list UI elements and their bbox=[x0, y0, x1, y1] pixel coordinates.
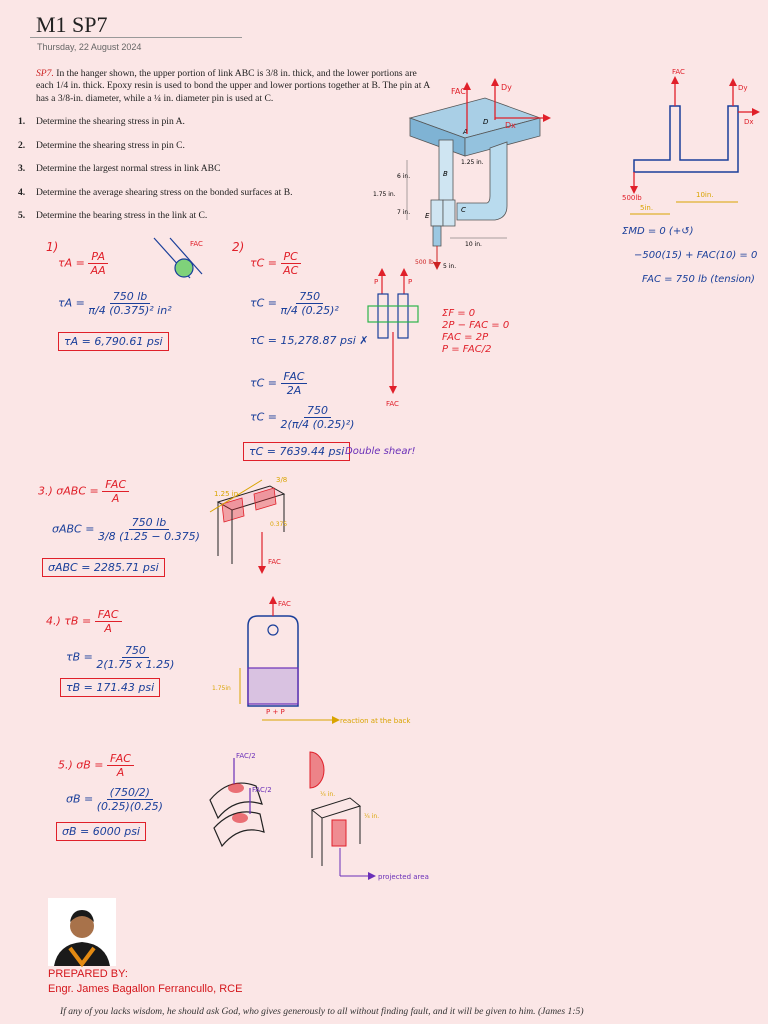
fbd-dy: Dy bbox=[738, 84, 748, 92]
sol3-width: 1.25 in bbox=[214, 490, 239, 498]
dim-1-25: 1.25 in. bbox=[461, 159, 484, 166]
label-D: D bbox=[483, 118, 489, 126]
sol2-fraction2 bbox=[281, 370, 308, 397]
question-item bbox=[18, 210, 348, 221]
sol4-den: A bbox=[104, 622, 112, 635]
problem-tag: SP7. bbox=[36, 68, 54, 79]
sol2-equilibrium bbox=[442, 308, 509, 356]
sol5-substitution bbox=[66, 786, 163, 813]
sol3-thickness: 3/8 bbox=[276, 476, 288, 484]
fac-label-figure: FAC bbox=[451, 87, 466, 96]
sol2-den: AC bbox=[283, 264, 299, 277]
page-title: M1 SP7 bbox=[36, 12, 108, 37]
hanger-figure bbox=[373, 78, 555, 278]
sol1-number: 1) bbox=[46, 240, 59, 254]
sol5-lhs2: σB = bbox=[66, 792, 94, 806]
question-item bbox=[18, 187, 348, 198]
sol3-number: 3.) bbox=[38, 484, 53, 498]
sol2-sub-num: 750 bbox=[296, 290, 323, 304]
dim-6: 6 in. bbox=[397, 173, 411, 180]
sol4-height: 1.75in bbox=[212, 685, 231, 692]
sol1-sub-den: π/4 (0.375)² in² bbox=[88, 304, 172, 317]
sol3-fraction bbox=[102, 478, 129, 505]
sol4-lhs2: τB = bbox=[66, 650, 93, 664]
fbd-span-10: 10in. bbox=[696, 191, 714, 199]
sol4-number: 4.) bbox=[46, 614, 61, 628]
sol5-den: A bbox=[116, 766, 125, 779]
dim-1-75: 1.75 in. bbox=[373, 191, 396, 198]
question-number: 5. bbox=[18, 210, 26, 222]
sol2-sub-den: π/4 (0.25)² bbox=[280, 304, 339, 317]
problem-text: In the hanger shown, the upper portion of link ABC is 3/8 in. thick, and the lower portions are each 1/4 in. thick. Epoxy resin is used to bond the upper and lower portions together at B. The pin at A has a 3/8-in. diameter, while a ¼ in. diameter pin is used at C. bbox=[36, 68, 430, 104]
sol2-number: 2) bbox=[232, 240, 245, 254]
bearing-sketch bbox=[200, 748, 440, 888]
sol4-note: reaction at the back bbox=[340, 717, 411, 725]
pin-a-sketch bbox=[150, 234, 210, 284]
fbd-fac: FAC bbox=[672, 68, 685, 76]
sol2-lhs3: τC = bbox=[250, 376, 278, 390]
question-number: 3. bbox=[18, 163, 26, 175]
sol2-fac: FAC bbox=[386, 400, 399, 408]
sol3-formula bbox=[38, 478, 129, 505]
sol2-note: Double shear! bbox=[345, 446, 416, 457]
sol4-answer: τB = 171.43 psi bbox=[60, 678, 160, 697]
sol5-thickness: ¼ in. bbox=[364, 813, 380, 820]
author-photo bbox=[48, 898, 116, 966]
sol2-eq-2: FAC = 2P bbox=[442, 332, 489, 343]
pin-c-sketch bbox=[360, 262, 430, 412]
sol4-substitution bbox=[66, 644, 174, 671]
sol2-num3: 750 bbox=[304, 404, 331, 418]
sol1-answer: τA = 6,790.61 psi bbox=[58, 332, 169, 351]
question-text: Determine the shearing stress in pin A. bbox=[36, 116, 185, 127]
sol4-num: FAC bbox=[95, 608, 122, 622]
author-name: Engr. James Bagallon Ferrancullo, RCE bbox=[48, 983, 243, 995]
question-number: 1. bbox=[18, 116, 26, 127]
sol2-p-left: P bbox=[374, 278, 379, 286]
sol2-lhs2: τC = bbox=[250, 296, 278, 310]
sol5-lhs: σB = bbox=[76, 758, 104, 772]
sol3-den: A bbox=[111, 492, 120, 505]
sol2-fraction bbox=[281, 250, 301, 277]
question-text: Determine the average shearing stress on the bonded surfaces at B. bbox=[36, 186, 293, 198]
label-E: E bbox=[425, 212, 430, 220]
sol3-sub-fraction bbox=[98, 516, 200, 543]
free-body-diagram bbox=[620, 62, 768, 222]
dim-7: 7 in. bbox=[397, 209, 411, 216]
sol2-double-shear-formula bbox=[250, 370, 307, 397]
dx-label-figure: Dx bbox=[505, 121, 516, 130]
sol2-substitution bbox=[250, 290, 339, 317]
sol4-lhs: τB = bbox=[64, 614, 92, 628]
dim-10: 10 in. bbox=[465, 241, 482, 248]
prepared-by-label: PREPARED BY: bbox=[48, 968, 128, 980]
bond-section-sketch bbox=[210, 596, 450, 726]
question-item bbox=[18, 116, 348, 127]
problem-statement bbox=[36, 68, 434, 105]
question-number: 2. bbox=[18, 139, 26, 151]
sol5-fac2-bottom: FAC/2 bbox=[252, 786, 272, 794]
sol1-lhs: τA = bbox=[58, 256, 85, 270]
question-list bbox=[18, 116, 348, 234]
sol1-lhs2: τA = bbox=[58, 296, 85, 310]
fbd-span-5: 5in. bbox=[640, 204, 654, 212]
label-C: C bbox=[461, 206, 466, 214]
dim-load: 500 lb bbox=[415, 259, 434, 266]
question-item bbox=[18, 163, 348, 174]
sol2-den3: 2(π/4 (0.25)²) bbox=[280, 418, 355, 431]
fbd-eq-result: FAC = 750 lb (tension) bbox=[642, 274, 755, 285]
sol4-sub-fraction bbox=[96, 644, 174, 671]
sol4-fac: FAC bbox=[278, 600, 291, 608]
sol2-eq-1: 2P − FAC = 0 bbox=[442, 320, 510, 331]
sol2-fraction3 bbox=[281, 404, 355, 431]
sol2-eq-0: ΣF = 0 bbox=[442, 308, 476, 319]
sol1-den: AA bbox=[90, 264, 106, 277]
question-number: 4. bbox=[18, 186, 26, 198]
footer-quote: If any of you lacks wisdom, he should ask God, who gives generously to all without finding fault, and it will be given to him. (James 1:5) bbox=[60, 1006, 584, 1017]
fbd-eq-sum: −500(15) + FAC(10) = 0 bbox=[634, 250, 758, 261]
sol1-substitution bbox=[58, 290, 172, 317]
sol5-sub-fraction bbox=[97, 786, 163, 813]
page-date: Thursday, 22 August 2024 bbox=[37, 42, 142, 52]
sol2-lhs: τC = bbox=[250, 256, 278, 270]
question-text: Determine the shearing stress in pin C. bbox=[36, 139, 185, 151]
fbd-dx: Dx bbox=[744, 118, 754, 126]
sol3-sub-den: 3/8 (1.25 − 0.375) bbox=[97, 530, 200, 543]
sol5-diameter: ¼ in. bbox=[320, 791, 336, 798]
sol1-fraction bbox=[88, 250, 108, 277]
sol2-sub-fraction bbox=[281, 290, 339, 317]
link-section-sketch bbox=[200, 472, 300, 582]
sol2-eq-3: P = FAC/2 bbox=[442, 344, 492, 355]
label-A: A bbox=[463, 128, 468, 136]
title-divider bbox=[30, 37, 242, 38]
sol4-fraction bbox=[95, 608, 122, 635]
sol3-sub-num: 750 lb bbox=[129, 516, 170, 530]
sol2-den2: 2A bbox=[286, 384, 302, 397]
sol4-sub-num: 750 bbox=[122, 644, 149, 658]
sol3-num: FAC bbox=[102, 478, 129, 492]
sol5-sub-den: (0.25)(0.25) bbox=[96, 800, 163, 813]
sol1-num: PA bbox=[88, 250, 108, 264]
sol2-answer: τC = 7639.44 psi bbox=[243, 442, 350, 461]
question-item bbox=[18, 140, 348, 151]
sol1-fac: FAC bbox=[190, 240, 203, 248]
sol3-substitution bbox=[52, 516, 200, 543]
sol4-sub-den: 2(1.75 x 1.25) bbox=[96, 658, 175, 671]
fbd-eq-moment: ΣMD = 0 (+↺) bbox=[622, 226, 694, 237]
question-text: Determine the bearing stress in the link at C. bbox=[36, 210, 208, 222]
sol4-pp: P + P bbox=[266, 708, 285, 716]
dy-label-figure: Dy bbox=[501, 83, 512, 92]
sol4-formula bbox=[46, 608, 122, 635]
sol1-sub-num: 750 lb bbox=[110, 290, 151, 304]
sol5-answer: σB = 6000 psi bbox=[56, 822, 146, 841]
sol5-note: projected area bbox=[378, 873, 429, 881]
sol2-double-shear-sub bbox=[250, 404, 354, 431]
sol1-sub-fraction bbox=[88, 290, 171, 317]
sol3-hole: 0.375 bbox=[270, 521, 288, 528]
sol3-lhs2: σABC = bbox=[52, 522, 95, 536]
question-text: Determine the largest normal stress in link ABC bbox=[36, 163, 221, 175]
sol2-num: PC bbox=[281, 250, 301, 264]
sol5-fac2-top: FAC/2 bbox=[236, 752, 256, 760]
sol5-fraction bbox=[107, 752, 134, 779]
sol2-lhs4: τC = bbox=[250, 410, 278, 424]
sol3-lhs: σABC = bbox=[56, 484, 99, 498]
sol5-sub-num: (750/2) bbox=[107, 786, 153, 800]
sol5-formula bbox=[58, 752, 134, 779]
sol1-formula bbox=[58, 250, 108, 277]
label-B: B bbox=[443, 170, 448, 178]
sol3-answer: σABC = 2285.71 psi bbox=[42, 558, 165, 577]
sol5-num: FAC bbox=[107, 752, 134, 766]
sol5-number: 5.) bbox=[58, 758, 73, 772]
sol3-fac: FAC bbox=[268, 558, 281, 566]
sol2-num2: FAC bbox=[281, 370, 308, 384]
sol2-wrong: τC = 15,278.87 psi ✗ bbox=[250, 334, 369, 347]
sol2-formula bbox=[250, 250, 301, 277]
sol2-p-right: P bbox=[408, 278, 413, 286]
fbd-load: 500lb bbox=[622, 194, 642, 202]
dim-5: 5 in. bbox=[443, 263, 457, 270]
